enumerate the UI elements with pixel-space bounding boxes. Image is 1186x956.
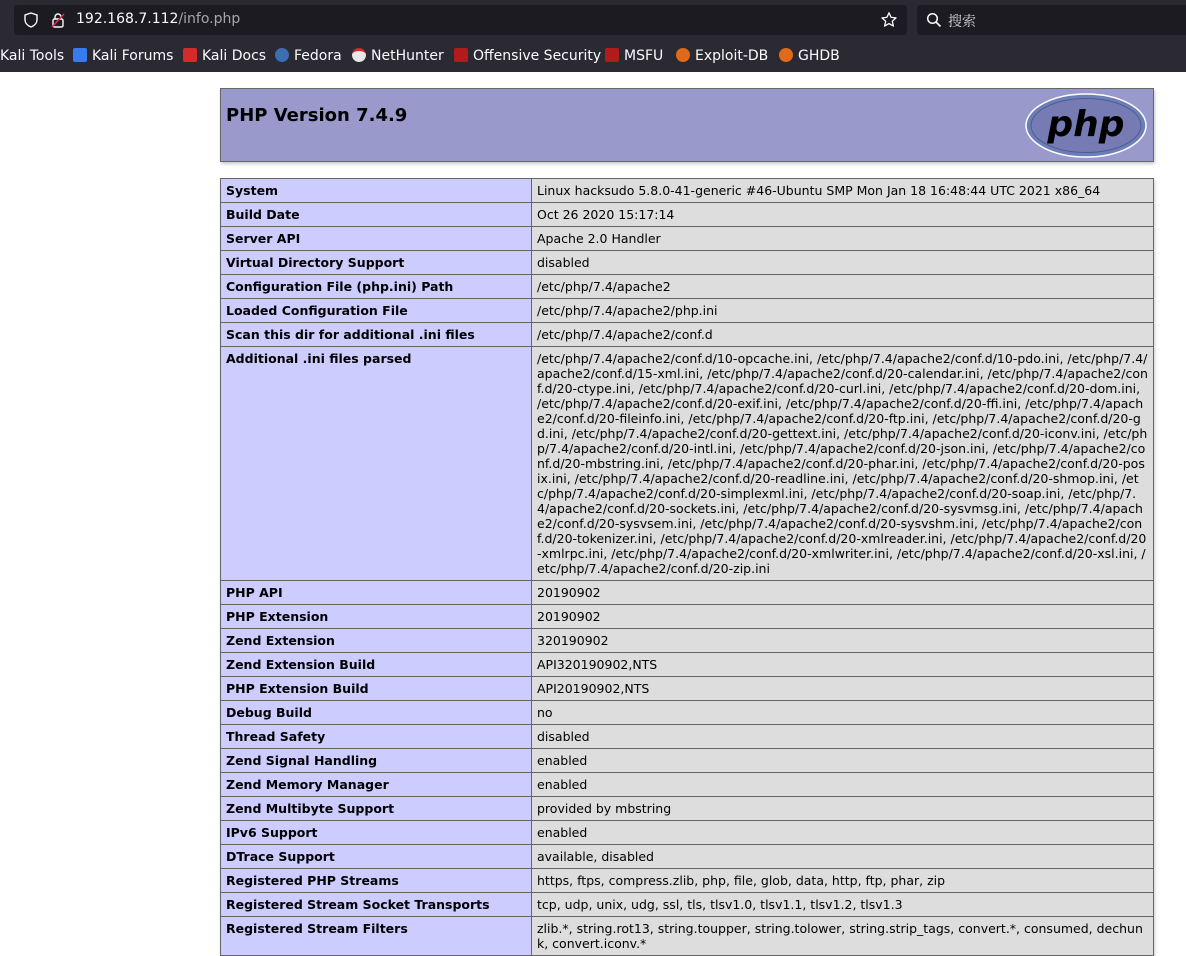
- exploit-db-icon: [676, 48, 690, 62]
- config-key: PHP Extension: [221, 605, 532, 629]
- table-row: [221, 605, 1154, 629]
- config-key: Configuration File (php.ini) Path: [221, 275, 532, 299]
- bookmark-label: Kali Forums: [92, 48, 174, 64]
- page-title: PHP Version 7.4.9: [226, 105, 408, 126]
- config-value: tcp, udp, unix, udg, ssl, tls, tlsv1.0, tlsv1.1, tlsv1.2, tlsv1.3: [532, 893, 1154, 917]
- kali-docs-icon: [183, 48, 197, 62]
- bookmark-fedora[interactable]: [275, 44, 342, 68]
- table-row: [221, 251, 1154, 275]
- config-value: https, ftps, compress.zlib, php, file, glob, data, http, ftp, phar, zip: [532, 869, 1154, 893]
- insecure-lock-icon[interactable]: [50, 12, 66, 28]
- config-value: /etc/php/7.4/apache2: [532, 275, 1154, 299]
- url-host: 192.168.7.112: [76, 11, 179, 27]
- config-key: PHP API: [221, 581, 532, 605]
- table-row: [221, 845, 1154, 869]
- config-value: /etc/php/7.4/apache2/conf.d: [532, 323, 1154, 347]
- table-row: [221, 797, 1154, 821]
- config-value: no: [532, 701, 1154, 725]
- bookmark-nethunter[interactable]: [352, 44, 444, 68]
- config-value: disabled: [532, 251, 1154, 275]
- bookmark-label: Exploit-DB: [695, 48, 769, 64]
- bookmark-label: Fedora: [294, 48, 342, 64]
- table-row: [221, 275, 1154, 299]
- config-value: API320190902,NTS: [532, 653, 1154, 677]
- page-content: [0, 72, 1186, 951]
- config-value: 320190902: [532, 629, 1154, 653]
- php-logo-icon[interactable]: [1025, 93, 1147, 158]
- msfu-icon: [605, 48, 619, 62]
- config-key: PHP Extension Build: [221, 677, 532, 701]
- table-row: [221, 629, 1154, 653]
- php-info-table: [220, 178, 1154, 956]
- table-row: [221, 179, 1154, 203]
- table-row: [221, 653, 1154, 677]
- bookmark-offensive-security[interactable]: [454, 44, 601, 68]
- config-value: Oct 26 2020 15:17:14: [532, 203, 1154, 227]
- config-value: /etc/php/7.4/apache2/php.ini: [532, 299, 1154, 323]
- config-key: Thread Safety: [221, 725, 532, 749]
- config-key: Registered Stream Filters: [221, 917, 532, 956]
- table-row: [221, 725, 1154, 749]
- config-key: Zend Multibyte Support: [221, 797, 532, 821]
- bookmark-label: GHDB: [798, 48, 840, 64]
- config-key: Scan this dir for additional .ini files: [221, 323, 532, 347]
- table-row: [221, 323, 1154, 347]
- bookmark-kali-forums[interactable]: [73, 44, 173, 68]
- bookmark-label: MSFU: [624, 48, 664, 64]
- table-row: [221, 347, 1154, 581]
- url-path: /info.php: [178, 11, 241, 27]
- bookmarks-toolbar: [0, 44, 1186, 68]
- table-row: [221, 773, 1154, 797]
- config-key: DTrace Support: [221, 845, 532, 869]
- config-key: Debug Build: [221, 701, 532, 725]
- bookmark-label: Offensive Security: [473, 48, 602, 64]
- config-value: enabled: [532, 773, 1154, 797]
- table-row: [221, 581, 1154, 605]
- table-row: [221, 869, 1154, 893]
- nethunter-icon: [352, 48, 366, 62]
- php-logo-text: php: [1047, 104, 1125, 145]
- config-value: /etc/php/7.4/apache2/conf.d/10-opcache.ini, /etc/php/7.4/apache2/conf.d/10-pdo.ini, /etc/php/7.4/apache2/conf.d/15-xml.ini, /etc/php/7.4/apache2/conf.d/20-calendar.ini, /etc/php/7.4/apache2/conf.d/20-ctype.ini, /etc/php/7.4/apache2/conf.d/20-curl.ini, /etc/php/7.4/apache2/conf.d/20-dom.ini, /etc/php/7.4/apache2/conf.d/20-exif.ini, /etc/php/7.4/apache2/conf.d/20-ffi.ini, /etc/php/7.4/apache2/conf.d/20-fileinfo.ini, /etc/php/7.4/apache2/conf.d/20-ftp.ini, /etc/php/7.4/apache2/conf.d/20-gd.ini, /etc/php/7.4/apache2/conf.d/20-gettext.ini, /etc/php/7.4/apache2/conf.d/20-iconv.ini, /etc/php/7.4/apache2/conf.d/20-intl.ini, /etc/php/7.4/apache2/conf.d/20-json.ini, /etc/php/7.4/apache2/conf.d/20-mbstring.ini, /etc/php/7.4/apache2/conf.d/20-phar.ini, /etc/php/7.4/apache2/conf.d/20-posix.ini, /etc/php/7.4/apache2/conf.d/20-readline.ini, /etc/php/7.4/apache2/conf.d/20-shmop.ini, /etc/php/7.4/apache2/conf.d/20-simplexml.ini, /etc/php/7.4/apache2/conf.d/20-soap.ini, /etc/php/7.4/apache2/conf.d/20-sockets.ini, /etc/php/7.4/apache2/conf.d/20-sysvmsg.ini, /etc/php/7.4/apache2/conf.d/20-sysvsem.ini, /etc/php/7.4/apache2/conf.d/20-sysvshm.ini, /etc/php/7.4/apache2/conf.d/20-tokenizer.ini, /etc/php/7.4/apache2/conf.d/20-xmlreader.ini, /etc/php/7.4/apache2/conf.d/20-xmlrpc.ini, /etc/php/7.4/apache2/conf.d/20-xmlwriter.ini, /etc/php/7.4/apache2/conf.d/20-xsl.ini, /etc/php/7.4/apache2/conf.d/20-zip.ini: [532, 347, 1154, 581]
- table-row: [221, 917, 1154, 956]
- bookmark-star-icon[interactable]: [880, 11, 898, 29]
- config-value: 20190902: [532, 605, 1154, 629]
- config-value: Apache 2.0 Handler: [532, 227, 1154, 251]
- bookmark-label: NetHunter: [371, 48, 444, 64]
- config-value: zlib.*, string.rot13, string.toupper, string.tolower, string.strip_tags, convert.*, consumed, dechunk, convert.iconv.*: [532, 917, 1154, 956]
- php-info-table-body: [221, 179, 1154, 956]
- config-key: Build Date: [221, 203, 532, 227]
- bookmark-kali-docs[interactable]: [183, 44, 266, 68]
- config-key: Registered PHP Streams: [221, 869, 532, 893]
- url-text[interactable]: [76, 11, 240, 27]
- php-version-header: [220, 88, 1154, 162]
- search-icon: [926, 12, 942, 28]
- table-row: [221, 227, 1154, 251]
- bookmark-exploit-db[interactable]: [676, 44, 768, 68]
- table-row: [221, 821, 1154, 845]
- config-key: Server API: [221, 227, 532, 251]
- shield-icon[interactable]: [23, 12, 39, 28]
- config-key: IPv6 Support: [221, 821, 532, 845]
- bookmark-label: Kali Docs: [202, 48, 267, 64]
- config-value: Linux hacksudo 5.8.0-41-generic #46-Ubuntu SMP Mon Jan 18 16:48:44 UTC 2021 x86_64: [532, 179, 1154, 203]
- table-row: [221, 749, 1154, 773]
- search-placeholder: 搜索: [948, 14, 976, 30]
- config-key: Zend Extension Build: [221, 653, 532, 677]
- config-value: disabled: [532, 725, 1154, 749]
- bookmark-label: Kali Tools: [0, 48, 65, 64]
- table-row: [221, 299, 1154, 323]
- table-row: [221, 701, 1154, 725]
- config-key: Loaded Configuration File: [221, 299, 532, 323]
- config-key: Zend Memory Manager: [221, 773, 532, 797]
- config-key: Zend Signal Handling: [221, 749, 532, 773]
- config-key: Additional .ini files parsed: [221, 347, 532, 581]
- table-row: [221, 677, 1154, 701]
- config-key: System: [221, 179, 532, 203]
- kali-forums-icon: [73, 48, 87, 62]
- config-key: Zend Extension: [221, 629, 532, 653]
- offensive-security-icon: [454, 48, 468, 62]
- config-key: Registered Stream Socket Transports: [221, 893, 532, 917]
- config-value: API20190902,NTS: [532, 677, 1154, 701]
- bookmark-msfu[interactable]: [605, 44, 663, 68]
- ghdb-icon: [779, 48, 793, 62]
- config-key: Virtual Directory Support: [221, 251, 532, 275]
- config-value: available, disabled: [532, 845, 1154, 869]
- table-row: [221, 203, 1154, 227]
- table-row: [221, 893, 1154, 917]
- config-value: enabled: [532, 821, 1154, 845]
- bookmark-ghdb[interactable]: [779, 44, 840, 68]
- config-value: 20190902: [532, 581, 1154, 605]
- config-value: enabled: [532, 749, 1154, 773]
- config-value: provided by mbstring: [532, 797, 1154, 821]
- fedora-icon: [275, 48, 289, 62]
- search-bar[interactable]: [917, 5, 1186, 35]
- bookmark-kali-tools[interactable]: [0, 44, 64, 68]
- address-bar[interactable]: [14, 5, 907, 35]
- browser-chrome: [0, 0, 1186, 72]
